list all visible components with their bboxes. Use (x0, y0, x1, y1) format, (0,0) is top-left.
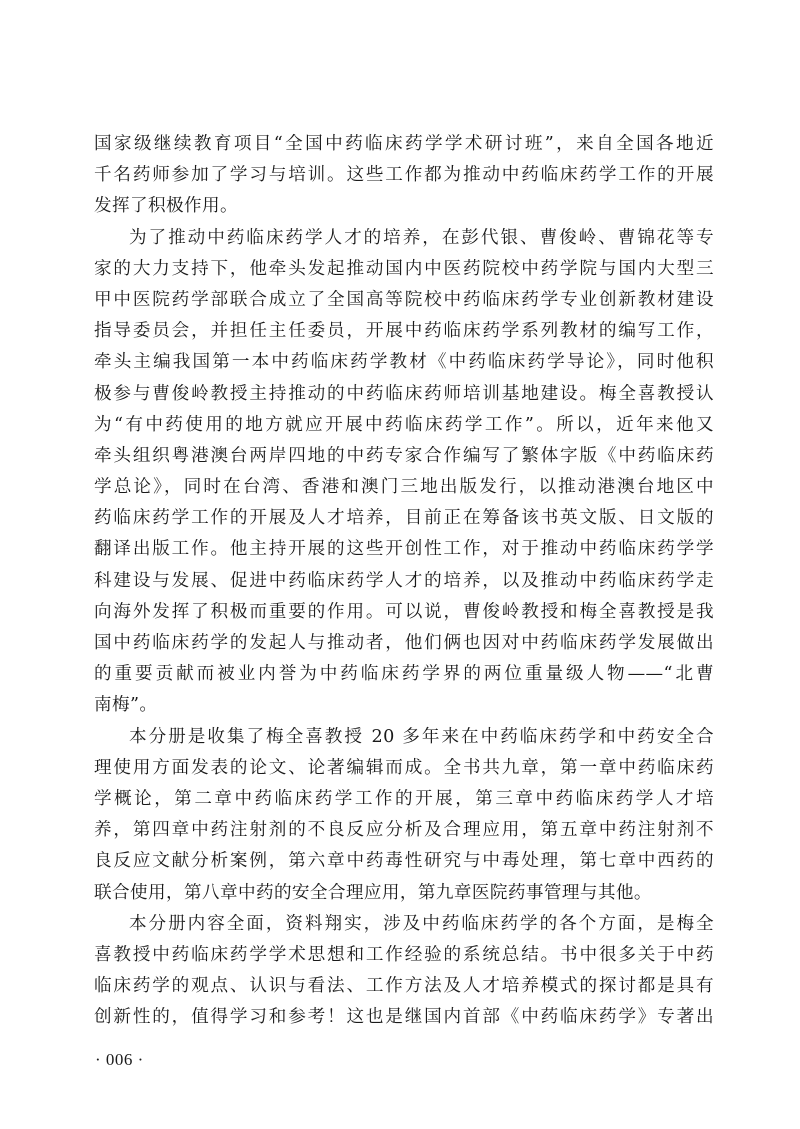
text-line: 科建设与发展、促进中药临床药学人才的培养，以及推动中药临床药学走 (94, 570, 714, 591)
text-line: 牵头组织粤港澳台两岸四地的中药专家合作编写了繁体字版《中药临床药 (94, 445, 714, 466)
text-line: 良反应文献分析案例，第六章中药毒性研究与中毒处理，第七章中西药的 (94, 851, 714, 872)
text-line: 国家级继续教育项目“全国中药临床药学学术研讨班”，来自全国各地近 (94, 134, 714, 154)
text-line: 为了推动中药临床药学人才的培养，在彭代银、曹俊岭、曹锦花等专 (129, 227, 714, 248)
text-line: 向海外发挥了积极而重要的作用。可以说，曹俊岭教授和梅全喜教授是我 (94, 601, 714, 622)
text-line: 千名药师参加了学习与培训。这些工作都为推动中药临床药学工作的开展 (94, 165, 714, 186)
page-number: · 006 · (95, 1050, 144, 1069)
text-line: 翻译出版工作。他主持开展的这些开创性工作，对于推动中药临床药学学 (94, 539, 714, 560)
text-line: 学概论，第二章中药临床药学工作的开展，第三章中药临床药学人才培 (94, 788, 714, 809)
text-line: 指导委员会，并担任主任委员，开展中药临床药学系列教材的编写工作， (94, 321, 714, 342)
body-text (94, 129, 714, 1033)
paragraph-3 (94, 722, 714, 909)
text-line: 甲中医院药学部联合成立了全国高等院校中药临床药学专业创新教材建设 (94, 289, 714, 310)
text-line: 学总论》，同时在台湾、香港和澳门三地出版发行，以推动港澳台地区中 (94, 477, 714, 498)
paragraph-1 (94, 129, 714, 223)
text-line: 喜教授中药临床药学学术思想和工作经验的系统总结。书中很多关于中药 (94, 944, 714, 965)
paragraph-4 (94, 909, 714, 1034)
text-line: 创新性的，值得学习和参考！这也是继国内首部《中药临床药学》专著出 (94, 1007, 714, 1028)
text-line: 养，第四章中药注射剂的不良反应分析及合理应用，第五章中药注射剂不 (94, 820, 714, 841)
text-line: 本分册内容全面，资料翔实，涉及中药临床药学的各个方面，是梅全 (129, 913, 714, 934)
text-line: 理使用方面发表的论文、论著编辑而成。全书共九章，第一章中药临床药 (94, 757, 714, 778)
text-line: 联合使用，第八章中药的安全合理应用，第九章医院药事管理与其他。 (94, 882, 652, 903)
text-line: 极参与曹俊岭教授主持推动的中药临床药师培训基地建设。梅全喜教授认 (94, 383, 714, 404)
text-line: 本分册是收集了梅全喜教授 20 多年来在中药临床药学和中药安全合 (129, 726, 714, 747)
text-line: 的重要贡献而被业内誉为中药临床药学界的两位重量级人物——“北曹 (94, 664, 714, 685)
text-line: 临床药学的观点、认识与看法、工作方法及人才培养模式的探讨都是具有 (94, 976, 714, 997)
text-line: 牵头主编我国第一本中药临床药学教材《中药临床药学导论》，同时他积 (94, 352, 714, 373)
text-line: 药临床药学工作的开展及人才培养，目前正在筹备该书英文版、日文版的 (94, 508, 714, 529)
paragraph-2 (94, 223, 714, 722)
text-line: 南梅”。 (94, 695, 158, 716)
text-line: 家的大力支持下，他牵头发起推动国内中医药院校中药学院与国内大型三 (94, 258, 714, 279)
text-line: 国中药临床药学的发起人与推动者，他们俩也因对中药临床药学发展做出 (94, 633, 714, 653)
text-line: 为“有中药使用的地方就应开展中药临床药学工作”。所以，近年来他又 (94, 414, 714, 435)
text-line: 发挥了积极作用。 (94, 196, 238, 217)
